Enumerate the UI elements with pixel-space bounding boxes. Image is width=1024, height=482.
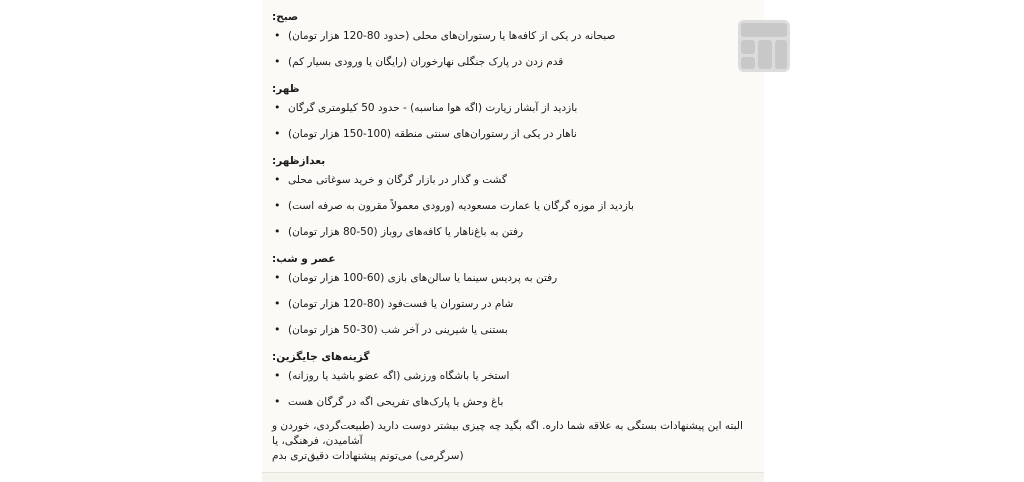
list-evening: [272, 271, 764, 337]
assistant-message: [272, 6, 764, 464]
list-item: • صبحانه در یکی از کافه‌ها یا رستوران‌های محلی (حدود 80-120 هزار تومان): [272, 29, 764, 43]
section-heading-evening: :عصر و شب: [272, 253, 336, 265]
app-grid-icon[interactable]: [736, 18, 792, 74]
list-item: • باغ وحش یا پارک‌های تفریحی اگه در گرگان هست: [272, 395, 764, 409]
section-heading-afternoon: :بعدازظهر: [272, 155, 326, 167]
list-noon: [272, 101, 764, 141]
list-item: • بستنی یا شیرینی در آخر شب (30-50 هزار تومان): [272, 323, 764, 337]
section-heading-noon: :ظهر: [272, 83, 300, 95]
list-morning: [272, 29, 764, 69]
list-item: • بازدید از موزه گرگان یا عمارت مسعودیه (ورودی معمولاً مقرون به صرفه است): [272, 199, 764, 213]
section-heading-alternatives: :گزینه‌های جایگزین: [272, 351, 370, 363]
closing-line: (سرگرمی) می‌تونم پیشنهادات دقیق‌تری بدم: [272, 450, 464, 462]
list-afternoon: [272, 173, 764, 239]
list-item: • ناهار در یکی از رستوران‌های سنتی منطقه (100-150 هزار تومان): [272, 127, 764, 141]
list-item: • گشت و گذار در بازار گرگان و خرید سوغاتی محلی: [272, 173, 764, 187]
closing-paragraph: [272, 419, 764, 464]
list-item: • شام در رستوران یا فست‌فود (80-120 هزار تومان): [272, 297, 764, 311]
closing-line: البته این پیشنهادات بستگی به علاقه شما داره. اگه بگید چه چیزی بیشتر دوست دارید (طبیعت‌گردی، خوردن و آشامیدن، فرهنگی، یا: [272, 420, 743, 447]
list-item: • قدم زدن در پارک جنگلی نهارخوران (رایگان یا ورودی بسیار کم): [272, 55, 764, 69]
section-heading-morning: :صبح: [272, 11, 299, 23]
list-item: • استخر یا باشگاه ورزشی (اگه عضو باشید یا روزانه): [272, 369, 764, 383]
list-item: • رفتن به باغ‌ناهار یا کافه‌های روباز (50-80 هزار تومان): [272, 225, 764, 239]
list-item: • رفتن به پردیس سینما یا سالن‌های بازی (60-100 هزار تومان): [272, 271, 764, 285]
list-item: • بازدید از آبشار زیارت (اگه هوا مناسبه) - حدود 50 کیلومتری گرگان: [272, 101, 764, 115]
list-alternatives: [272, 369, 764, 409]
